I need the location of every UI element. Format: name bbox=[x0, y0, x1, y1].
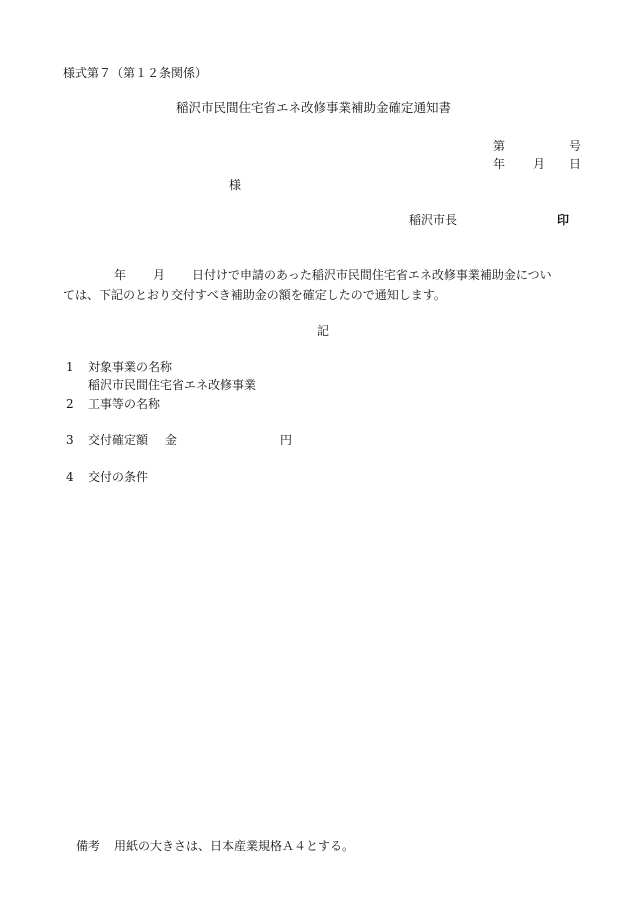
body-line-1: 日付けで申請のあった稲沢市民間住宅省エネ改修事業補助金につい bbox=[192, 268, 552, 282]
item-4-number: 4 bbox=[66, 470, 74, 484]
number-go: 号 bbox=[569, 139, 582, 153]
seal-mark: 印 bbox=[557, 213, 570, 227]
item-3-kin: 金 bbox=[165, 433, 178, 447]
item-1-label: 対象事業の名称 bbox=[88, 360, 173, 374]
issuer: 稲沢市長 bbox=[409, 213, 458, 227]
body-line-2: ては、下記のとおり交付すべき補助金の額を確定したので通知します。 bbox=[63, 288, 446, 302]
number-dai: 第 bbox=[493, 139, 506, 153]
remarks-text: 用紙の大きさは、日本産業規格Ａ４とする。 bbox=[114, 839, 355, 853]
item-3-number: 3 bbox=[66, 433, 74, 447]
remarks-label: 備考 bbox=[76, 839, 101, 853]
body-year: 年 bbox=[114, 268, 127, 282]
item-2-number: 2 bbox=[66, 397, 74, 411]
document-title: 稲沢市民間住宅省エネ改修事業補助金確定通知書 bbox=[176, 100, 452, 115]
item-2-label: 工事等の名称 bbox=[88, 397, 161, 411]
date-day: 日 bbox=[569, 157, 582, 171]
form-label: 様式第７（第１２条関係） bbox=[63, 66, 208, 80]
item-3-label: 交付確定額 bbox=[88, 433, 149, 447]
body-month: 月 bbox=[153, 268, 166, 282]
item-1-number: 1 bbox=[66, 360, 74, 374]
ki-heading: 記 bbox=[317, 324, 330, 338]
date-month: 月 bbox=[533, 157, 546, 171]
date-year: 年 bbox=[493, 157, 506, 171]
item-4-label: 交付の条件 bbox=[88, 470, 149, 484]
addressee-sama: 様 bbox=[229, 178, 242, 192]
item-1-detail: 稲沢市民間住宅省エネ改修事業 bbox=[88, 378, 257, 392]
item-3-yen: 円 bbox=[280, 433, 293, 447]
